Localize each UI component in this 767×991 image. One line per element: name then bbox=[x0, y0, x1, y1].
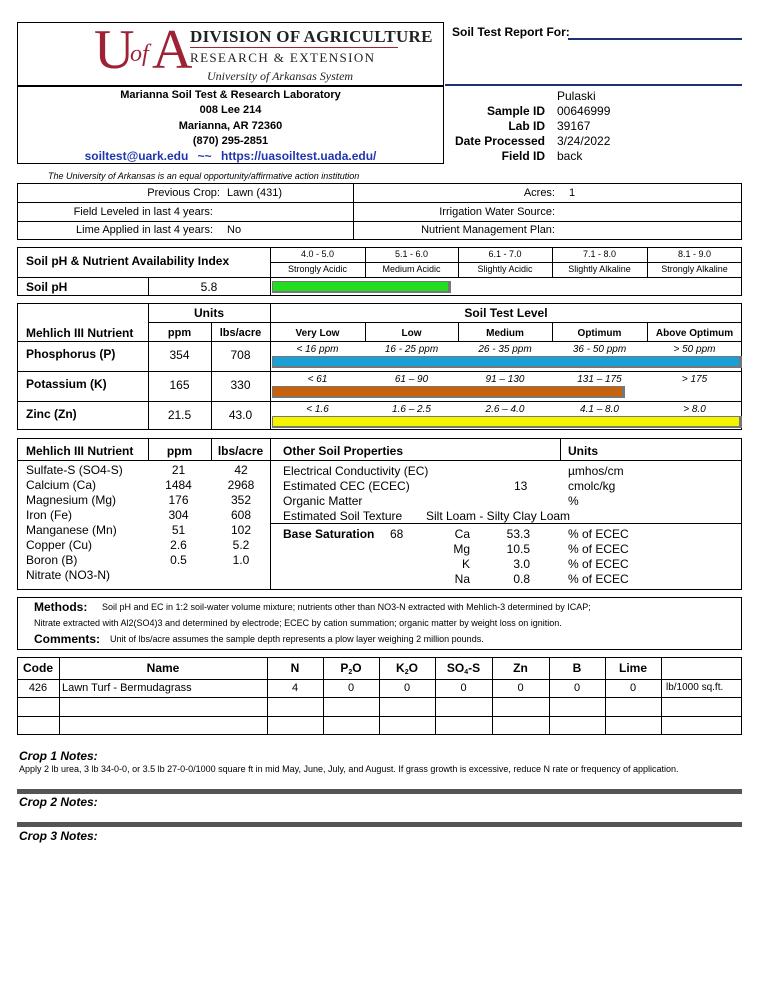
ppm-header: ppm bbox=[167, 327, 192, 339]
nutrient-range: < 16 ppm bbox=[296, 344, 339, 355]
bs-units: % of ECEC bbox=[568, 557, 629, 571]
base-saturation-value: 68 bbox=[390, 527, 404, 541]
secondary-name: Manganese (Mn) bbox=[26, 523, 117, 537]
ph-range: 6.1 - 7.0 bbox=[488, 249, 522, 259]
texture-label: Estimated Soil Texture bbox=[283, 509, 403, 523]
rec-p2o5: 0 bbox=[347, 682, 355, 694]
nl-rule-1 bbox=[148, 322, 742, 323]
crop1-notes-text: Apply 2 lb urea, 3 lb 34-0-0, or 3.5 lb 27-0-0/1000 square ft in mid May, June, July, and August. If grass growth is excessive, reduce N rate or frequency of application. bbox=[19, 764, 679, 774]
sec-divider-4 bbox=[560, 438, 561, 460]
mehlich-nutrient-header: Mehlich III Nutrient bbox=[26, 326, 134, 340]
nutrient-range: > 8.0 bbox=[683, 404, 706, 415]
secondary-ppm: 21 bbox=[171, 463, 186, 477]
ph-range-desc: Strongly Acidic bbox=[287, 264, 348, 274]
bs-value: 3.0 bbox=[513, 557, 530, 571]
ph-range: 4.0 - 5.0 bbox=[300, 249, 335, 259]
nutrient-name: Zinc (Zn) bbox=[26, 407, 77, 421]
nutrient-range: 91 – 130 bbox=[485, 374, 525, 385]
secondary-row bbox=[26, 493, 281, 508]
rec-header-n: N bbox=[290, 661, 300, 675]
level-header: Optimum bbox=[577, 328, 622, 339]
crop2-notes-rule bbox=[17, 822, 742, 827]
secondary-row bbox=[26, 538, 281, 553]
lab-email-link[interactable]: soiltest@uark.edu bbox=[84, 149, 189, 163]
stl-header: Soil Test Level bbox=[464, 306, 548, 320]
rec-lime: 0 bbox=[629, 682, 637, 694]
nutrient-range: 26 - 35 ppm bbox=[478, 344, 532, 355]
cec-label: Estimated CEC (ECEC) bbox=[283, 479, 410, 493]
field-info-rule-2 bbox=[17, 221, 742, 222]
contact-separator: ~~ bbox=[197, 149, 212, 163]
sample-id-label: Sample ID bbox=[486, 104, 545, 118]
ph-range-desc: Slightly Acidic bbox=[477, 264, 533, 274]
base-saturation-label: Base Saturation bbox=[283, 527, 375, 541]
rec-b: 0 bbox=[573, 682, 581, 694]
ph-desc-rule bbox=[270, 277, 742, 278]
om-label: Organic Matter bbox=[283, 494, 363, 508]
so4s-sub: 4 bbox=[464, 669, 469, 676]
field-id-label: Field ID bbox=[501, 149, 545, 163]
p2o5-p: P bbox=[340, 661, 349, 675]
acres-value: 1 bbox=[569, 187, 576, 199]
rec-zn: 0 bbox=[517, 682, 524, 694]
research-extension: RESEARCH & EXTENSION bbox=[190, 50, 376, 65]
secondary-ppm: 1484 bbox=[165, 478, 192, 492]
nutrient-range: > 175 bbox=[681, 374, 708, 385]
secondary-lbs bbox=[201, 568, 281, 583]
sec-nutrient-header: Mehlich III Nutrient bbox=[26, 444, 134, 458]
ph-range: 7.1 - 8.0 bbox=[582, 249, 617, 259]
rec-code: 426 bbox=[28, 682, 48, 694]
irrigation-label: Irrigation Water Source: bbox=[439, 206, 555, 218]
ph-range-desc: Slightly Alkaline bbox=[568, 264, 631, 274]
nutrient-level-bar bbox=[272, 416, 742, 428]
k2o-k: K bbox=[396, 661, 405, 675]
cec-units: cmolc/kg bbox=[568, 479, 616, 493]
ph-range-rule bbox=[270, 262, 742, 263]
lab-address-1: 008 Lee 214 bbox=[199, 104, 262, 116]
secondary-lbs: 5.2 bbox=[232, 538, 250, 552]
lab-name: Marianna Soil Test & Research Laboratory bbox=[120, 89, 341, 101]
ph-range: 5.1 - 6.0 bbox=[394, 249, 429, 259]
lab-id-label: Lab ID bbox=[508, 119, 545, 133]
comments-label: Comments: bbox=[34, 632, 101, 646]
acres-label: Acres: bbox=[523, 187, 555, 199]
prev-crop-value: Lawn (431) bbox=[227, 187, 283, 199]
ph-range-desc: Medium Acidic bbox=[382, 264, 441, 274]
nutrient-level-bar bbox=[272, 386, 625, 398]
nutrient-ppm: 21.5 bbox=[167, 408, 192, 422]
so4s-s: -S bbox=[468, 661, 481, 675]
ph-rule bbox=[17, 277, 270, 278]
lbs-header: lbs/acre bbox=[219, 327, 262, 339]
nutrient-ppm: 354 bbox=[169, 348, 190, 362]
date-processed-value: 3/24/2022 bbox=[557, 134, 611, 148]
methods-line-2: Nitrate extracted with Al2(SO4)3 and determined by electrode; ECEC by cation summation; organic matter by weight loss on ignition. bbox=[34, 618, 562, 628]
division-title: DIVISION OF AGRICULTURE bbox=[190, 27, 433, 46]
field-leveled-label: Field Leveled in last 4 years: bbox=[73, 206, 213, 218]
logo-letter-a: A bbox=[152, 19, 193, 81]
nutrient-range: 16 - 25 ppm bbox=[384, 344, 439, 355]
units-header: Units bbox=[194, 306, 224, 320]
rec-header-name: Name bbox=[146, 661, 180, 675]
rec-row-divider bbox=[17, 716, 742, 717]
secondary-ppm: 176 bbox=[168, 493, 189, 507]
nutrient-ppm: 165 bbox=[169, 378, 190, 392]
eoe-statement: The University of Arkansas is an equal opportunity/affirmative action institution bbox=[48, 171, 360, 181]
p2o5-sub: 2 bbox=[348, 669, 353, 676]
ph-range: 8.1 - 9.0 bbox=[677, 249, 712, 259]
secondary-ppm: 304 bbox=[168, 508, 189, 522]
rec-col-divider bbox=[661, 657, 662, 735]
bs-units: % of ECEC bbox=[568, 572, 629, 586]
nl-rule-3 bbox=[17, 371, 742, 372]
nutrient-lbs: 330 bbox=[230, 378, 251, 392]
level-header: Low bbox=[401, 328, 422, 339]
nutrient-range: 36 - 50 ppm bbox=[572, 344, 627, 355]
sec-rule-2 bbox=[270, 523, 742, 524]
rec-units: lb/1000 sq.ft. bbox=[666, 682, 724, 693]
nutrient-name: Potassium (K) bbox=[26, 377, 107, 391]
report-for-line-2 bbox=[445, 84, 742, 86]
lime-applied-label: Lime Applied in last 4 years: bbox=[76, 224, 213, 236]
nutrient-range: > 50 ppm bbox=[673, 344, 716, 355]
secondary-ppm: 51 bbox=[171, 523, 186, 537]
nutrient-range: 1.6 – 2.5 bbox=[392, 404, 431, 415]
nutrient-range: 61 – 90 bbox=[394, 374, 429, 385]
methods-label: Methods: bbox=[34, 600, 88, 614]
rec-header-zn: Zn bbox=[513, 661, 528, 675]
secondary-name: Calcium (Ca) bbox=[26, 478, 97, 492]
level-header: Medium bbox=[486, 328, 524, 339]
nutrient-level-bar bbox=[272, 356, 742, 368]
nutrient-lbs: 43.0 bbox=[228, 408, 253, 422]
nmp-label: Nutrient Management Plan: bbox=[421, 224, 555, 236]
k2o-sub: 2 bbox=[404, 669, 409, 676]
other-units-header: Units bbox=[568, 444, 598, 458]
secondary-row bbox=[26, 508, 281, 523]
level-header: Above Optimum bbox=[655, 328, 734, 339]
soil-ph-value: 5.8 bbox=[200, 280, 218, 294]
so4s-so: SO bbox=[446, 661, 465, 675]
sec-ppm-header: ppm bbox=[166, 444, 193, 458]
secondary-nutrient-table bbox=[26, 463, 281, 583]
rec-so4s: 0 bbox=[460, 682, 467, 694]
rec-crop-name: Lawn Turf - Bermudagrass bbox=[62, 682, 192, 694]
bs-value: 10.5 bbox=[506, 542, 530, 556]
rec-header-code: Code bbox=[23, 661, 53, 675]
crop1-notes-rule bbox=[17, 789, 742, 794]
nutrient-range: < 61 bbox=[307, 374, 328, 385]
secondary-ppm: 2.6 bbox=[170, 538, 187, 552]
ph-level-bar bbox=[272, 281, 451, 293]
rec-row-divider bbox=[17, 679, 742, 680]
crop2-notes-label: Crop 2 Notes: bbox=[19, 795, 98, 809]
field-id-value: back bbox=[557, 149, 583, 163]
lab-contact-line bbox=[17, 149, 444, 163]
secondary-name: Sulfate-S (SO4-S) bbox=[26, 463, 123, 477]
logo-letter-of: of bbox=[130, 41, 149, 67]
nutrient-range: 4.1 – 8.0 bbox=[580, 404, 619, 415]
secondary-row bbox=[26, 523, 281, 538]
rec-row-divider bbox=[17, 697, 742, 698]
secondary-name: Boron (B) bbox=[26, 553, 78, 567]
sample-id-value: 00646999 bbox=[557, 104, 611, 118]
date-processed-label: Date Processed bbox=[454, 134, 545, 148]
ph-range-desc: Strongly Alkaline bbox=[661, 264, 728, 274]
rec-header-so4s bbox=[435, 661, 492, 676]
secondary-lbs: 608 bbox=[230, 508, 252, 522]
crop3-notes-label: Crop 3 Notes: bbox=[19, 829, 98, 843]
rec-n: 4 bbox=[291, 682, 299, 694]
secondary-ppm: 0.5 bbox=[170, 553, 187, 567]
secondary-lbs: 352 bbox=[230, 493, 252, 507]
bs-units: % of ECEC bbox=[568, 527, 629, 541]
rec-header-lime: Lime bbox=[618, 661, 647, 675]
om-units: % bbox=[568, 494, 579, 508]
secondary-lbs: 1.0 bbox=[232, 553, 250, 567]
secondary-name: Iron (Fe) bbox=[26, 508, 73, 522]
uofa-logo bbox=[94, 19, 194, 82]
crop1-notes-label: Crop 1 Notes: bbox=[19, 749, 98, 763]
nl-rule-2 bbox=[17, 341, 742, 342]
lab-website-link[interactable]: https://uasoiltest.uada.edu/ bbox=[221, 149, 377, 163]
secondary-row bbox=[26, 568, 281, 583]
field-info-rule-1 bbox=[17, 202, 742, 203]
secondary-lbs: 42 bbox=[234, 463, 248, 477]
report-for-line bbox=[568, 38, 742, 40]
rec-header-p2o5 bbox=[323, 661, 379, 676]
rec-k2o: 0 bbox=[403, 682, 411, 694]
ph-section-title: Soil pH & Nutrient Availability Index bbox=[26, 254, 230, 268]
cec-value: 13 bbox=[514, 479, 528, 493]
soil-ph-label: Soil pH bbox=[26, 280, 68, 294]
comments-text: Unit of lbs/acre assumes the sample depth represents a plow layer weighing 2 million pounds. bbox=[110, 634, 484, 644]
bs-units: % of ECEC bbox=[568, 542, 629, 556]
secondary-row bbox=[26, 478, 281, 493]
bs-element: Ca bbox=[454, 527, 470, 541]
secondary-name: Magnesium (Mg) bbox=[26, 493, 117, 507]
nutrient-range: 2.6 – 4.0 bbox=[485, 404, 525, 415]
lime-applied-value: No bbox=[227, 224, 242, 236]
bs-value: 53.3 bbox=[506, 527, 530, 541]
secondary-row bbox=[26, 553, 281, 568]
nutrient-range: < 1.6 bbox=[306, 404, 329, 415]
nutrient-name: Phosphorus (P) bbox=[26, 347, 116, 361]
secondary-row bbox=[26, 463, 281, 478]
methods-line-1: Soil pH and EC in 1:2 soil-water volume mixture; nutrients other than NO3-N extracted with Mehlich-3 determined by ICAP; bbox=[102, 602, 591, 612]
lab-phone: (870) 295-2851 bbox=[192, 135, 269, 147]
ec-label: Electrical Conductivity (EC) bbox=[283, 464, 429, 478]
field-info-divider bbox=[353, 183, 354, 240]
bs-element: Na bbox=[454, 572, 470, 586]
report-for-label: Soil Test Report For: bbox=[452, 25, 570, 39]
level-header: Very Low bbox=[295, 328, 340, 339]
secondary-name: Nitrate (NO3-N) bbox=[26, 568, 111, 582]
secondary-name: Copper (Cu) bbox=[26, 538, 93, 552]
k2o-o: O bbox=[408, 661, 418, 675]
ua-system: University of Arkansas System bbox=[207, 69, 354, 83]
secondary-ppm bbox=[156, 568, 201, 583]
bs-element: Mg bbox=[453, 542, 470, 556]
secondary-lbs: 2968 bbox=[227, 478, 255, 492]
other-props-header: Other Soil Properties bbox=[283, 444, 404, 458]
nutrient-lbs: 708 bbox=[230, 348, 251, 362]
lab-id-value: 39167 bbox=[557, 119, 591, 133]
division-rule bbox=[190, 47, 398, 48]
bs-element: K bbox=[461, 557, 470, 571]
nl-rule-4 bbox=[17, 401, 742, 402]
p2o5-o: O bbox=[352, 661, 362, 675]
ec-units: µmhos/cm bbox=[568, 464, 624, 478]
rec-header-k2o bbox=[379, 661, 435, 676]
secondary-lbs: 102 bbox=[230, 523, 252, 537]
county: Pulaski bbox=[557, 89, 596, 103]
texture-value: Silt Loam - Silty Clay Loam bbox=[426, 509, 571, 523]
sec-lbs-header: lbs/acre bbox=[217, 444, 264, 458]
logo-letter-u: U bbox=[94, 19, 135, 81]
prev-crop-label: Previous Crop: bbox=[147, 187, 220, 199]
nutrient-range: 131 – 175 bbox=[577, 374, 622, 385]
bs-value: 0.8 bbox=[513, 572, 530, 586]
rec-header-b: B bbox=[572, 661, 582, 675]
lab-address-2: Marianna, AR 72360 bbox=[178, 120, 283, 132]
sec-rule-1 bbox=[17, 460, 742, 461]
